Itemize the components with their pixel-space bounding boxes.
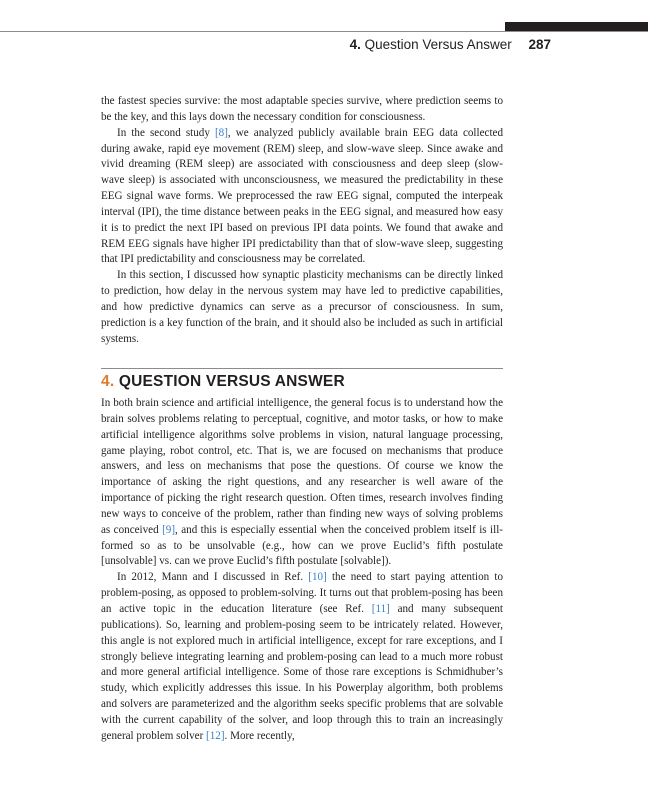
citation-link[interactable]: [11] bbox=[371, 602, 390, 615]
text-run: In both brain science and artificial intelligence, the general focus is to understand how the brain solves problems relating to perceptual, cognitive, and motor tasks, or how to make artificial intelligence algorithms solve problems in vision, natural language processing, game playing, robot control, etc. That is, we are focused on mechanisms that produce answers, and less on mechanisms that pose the questions. Of course we know the importance of asking the right questions, and any researcher is well aware of the importance of picking the right research question. Often times, research involves finding new ways to conceive of the problem, rather than finding new ways of solving problems as conceived bbox=[101, 397, 503, 536]
text-run: and many subsequent publications). So, learning and problem-posing seem to be intricately related. However, this angle is not explored much in artificial intelligence, except for rare exceptions, and I strongly believe integrating learning and problem-posing can lead to a much more robust and more general artificial intelligence. Some of those rare exceptions is Schmidhuber’s study, which explicitly addresses this issue. In his Powerplay algorithm, both problems and solvers are parameterized and the algorithm seeks specific problems that are solvable with the current capability of the solver, and loop through this to train an increasingly general problem solver bbox=[101, 602, 503, 742]
header-rule bbox=[0, 31, 648, 32]
citation-link[interactable]: [8] bbox=[214, 126, 228, 139]
text-run: . More recently, bbox=[224, 729, 295, 742]
citation-link[interactable]: [10] bbox=[308, 571, 327, 584]
paragraph: the fastest species survive: the most adaptable species survive, where prediction seems to be the key, and this lays down the necessary condition for consciousness. bbox=[101, 95, 503, 123]
text-run: , we analyzed publicly available brain EEG data collected during awake, rapid eye movement (REM) sleep, and slow-wave sleep. Since awake and vivid dreaming (REM sleep) are associated with consciousness and deep sleep (slow-wave sleep) is associated with unconsciousness, we measured the predictability in these EEG signal wave forms. We preprocessed the raw EEG signal, computed the interpeak interval (IPI), the time distance between peaks in the EEG signal, and measured how easy it is to predict the next IPI based on previous IPI data points. We found that awake and REM EEG signals have higher IPI predictability than that of slow-wave sleep, suggesting that IPI predictability and consciousness may be correlated. bbox=[101, 126, 503, 266]
header-bar-block bbox=[505, 22, 648, 31]
text-run: the need to start paying attention to problem-posing, as opposed to problem-solving. It turns out that problem-posing has been an active topic in the education literature (see Ref. bbox=[101, 571, 503, 615]
paragraph bbox=[101, 570, 503, 744]
paragraph bbox=[101, 126, 503, 269]
running-head-section-number: 4. bbox=[349, 37, 361, 52]
citation-link[interactable]: [9] bbox=[162, 523, 176, 536]
text-run: In 2012, Mann and I discussed in Ref. bbox=[117, 571, 309, 584]
paragraph: In this section, I discussed how synaptic plasticity mechanisms can be directly linked to prediction, how delay in the nervous system may have led to predictive capabilities, and how predictive dynamics can serve as a precursor of consciousness. In sum, prediction is a key function of the brain, and it should also be included as such in artificial systems. bbox=[101, 269, 503, 345]
running-head bbox=[350, 37, 551, 52]
text-run: In the second study bbox=[117, 126, 215, 139]
paragraph bbox=[101, 396, 503, 570]
body-text-block-2 bbox=[101, 396, 503, 745]
section-heading-number: 4. bbox=[101, 373, 115, 390]
section-heading bbox=[101, 373, 345, 391]
section-heading-title: QUESTION VERSUS ANSWER bbox=[118, 373, 345, 390]
page-number: 287 bbox=[528, 37, 551, 52]
section-rule bbox=[101, 368, 503, 369]
body-text-block-1 bbox=[101, 94, 503, 348]
text-run: , and this is especially essential when the conceived problem itself is ill-formed so as to be unsolvable (e.g., how can we prove Euclid’s fifth postulate [unsolvable] vs. can we prove Euclid’s fifth postulate [solvable]). bbox=[101, 523, 503, 568]
running-head-section-title: Question Versus Answer bbox=[364, 37, 512, 52]
citation-link[interactable]: [12] bbox=[206, 729, 225, 742]
